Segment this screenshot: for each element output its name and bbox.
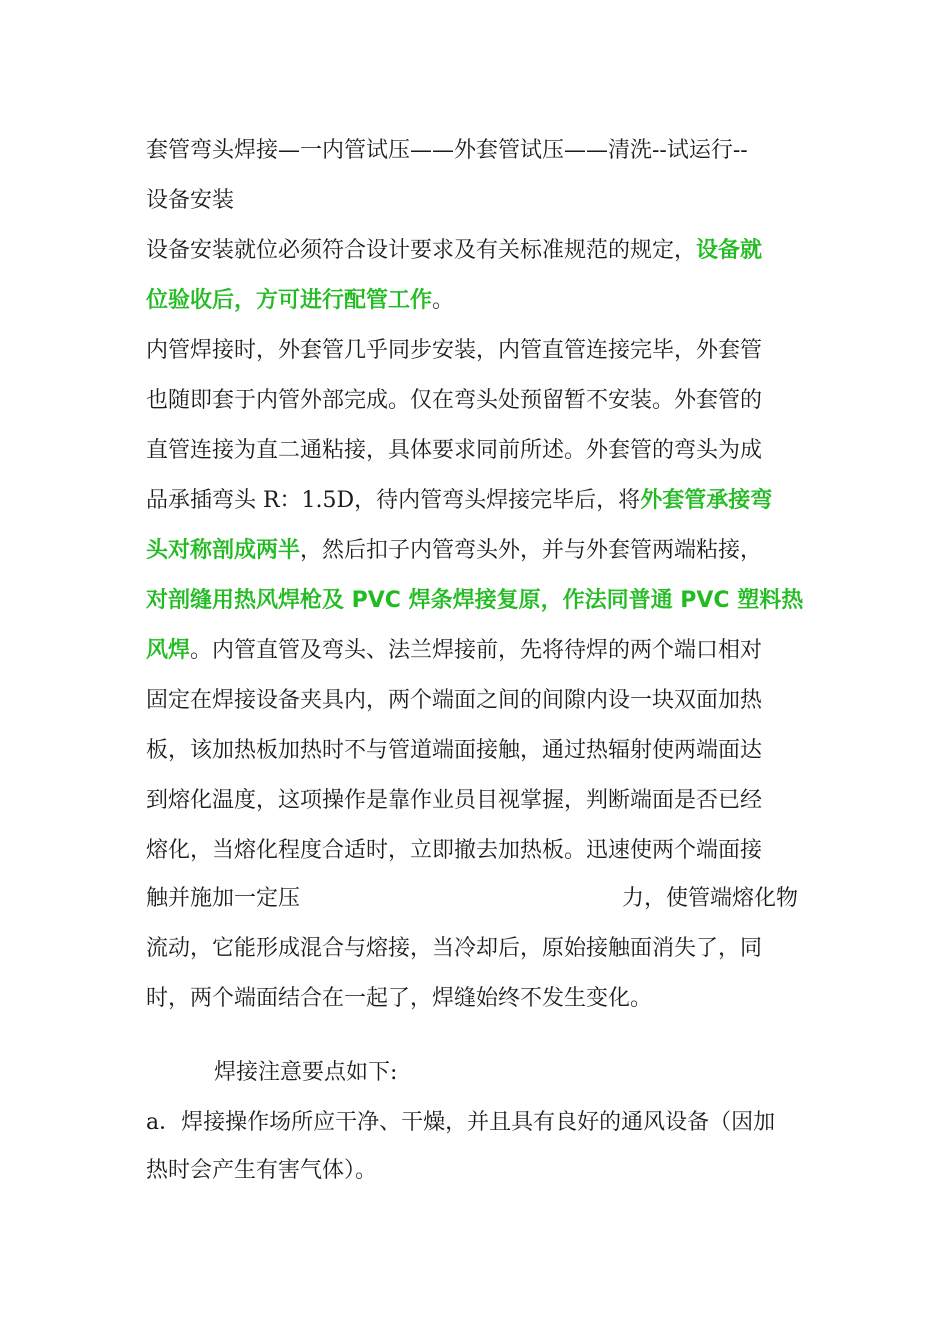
line-text: 设备安装 — [146, 188, 235, 213]
highlighted-text: 风焊 — [146, 638, 191, 663]
text-line-8 — [146, 486, 772, 516]
line-text: 固定在焊接设备夹具内，两个端面之间的间隙内设一块双面加热 — [146, 688, 763, 713]
section-heading — [214, 1058, 397, 1088]
line-text: 时，两个端面结合在一起了，焊缝始终不发生变化。 — [146, 986, 653, 1011]
line-text: 到熔化温度，这项操作是靠作业员目视掌握，判断端面是否已经 — [146, 788, 763, 813]
text-line-1 — [146, 136, 748, 166]
highlighted-text: 位验收后，方可进行配管工作 — [146, 288, 433, 313]
text-line-13 — [146, 736, 762, 766]
line-text: 。内管直管及弯头、法兰焊接前，先将待焊的两个端口相对 — [190, 638, 763, 663]
text-line-5 — [146, 336, 762, 366]
text-line-16-left — [146, 884, 300, 914]
line-text: 流动，它能形成混合与熔接，当冷却后，原始接触面消失了，同 — [146, 936, 763, 961]
line-text: 直管连接为直二通粘接，具体要求同前所述。外套管的弯头为成 — [146, 438, 763, 463]
text-line-2 — [146, 186, 234, 216]
line-text: 内管焊接时，外套管几乎同步安装，内管直管连接完毕，外套管 — [146, 338, 763, 363]
highlighted-text: 设备就 — [696, 238, 763, 263]
line-text: 热时会产生有害气体）。 — [146, 1158, 378, 1183]
text-line-4 — [146, 286, 454, 316]
text-line-18 — [146, 984, 652, 1014]
line-text: 力，使管端熔化物 — [622, 886, 799, 911]
text-line-12 — [146, 686, 762, 716]
text-line-6 — [146, 386, 762, 416]
line-text: 品承插弯头 R：1.5D，待内管弯头焊接完毕后，将 — [146, 488, 641, 513]
line-text: a．焊接操作场所应干净、干燥，并且具有良好的通风设备（因加 — [146, 1110, 776, 1135]
text-line-14 — [146, 786, 762, 816]
line-text: 套管弯头焊接—一内管试压——外套管试压——清洗--试运行-- — [146, 138, 748, 163]
line-text: ，然后扣子内管弯头外，并与外套管两端粘接， — [300, 538, 763, 563]
line-text: 设备安装就位必须符合设计要求及有关标准规范的规定， — [146, 238, 697, 263]
text-line-20 — [146, 1108, 775, 1138]
highlighted-text: 外套管承接弯 — [640, 488, 773, 513]
line-text: 也随即套于内管外部完成。仅在弯头处预留暂不安装。外套管的 — [146, 388, 763, 413]
line-text: 板，该加热板加热时不与管道端面接触，通过热辐射使两端面达 — [146, 738, 763, 763]
text-line-9 — [146, 536, 762, 566]
text-line-11 — [146, 636, 762, 666]
line-text: 熔化，当熔化程度合适时，立即撤去加热板。迅速使两个端面接 — [146, 838, 763, 863]
highlighted-text: 头对称剖成两半 — [146, 538, 301, 563]
highlighted-text: 对剖缝用热风焊枪及 PVC 焊条焊接复原，作法同普通 PVC 塑料热 — [146, 588, 804, 613]
text-line-17 — [146, 934, 762, 964]
line-text: 焊接注意要点如下: — [214, 1060, 398, 1085]
text-line-21 — [146, 1156, 377, 1186]
text-line-15 — [146, 836, 762, 866]
line-text: 触并施加一定压 — [146, 886, 301, 911]
text-line-16-right — [622, 884, 798, 914]
text-line-3 — [146, 236, 762, 266]
text-line-7 — [146, 436, 762, 466]
line-text: 。 — [432, 288, 455, 313]
text-line-10 — [146, 586, 803, 616]
